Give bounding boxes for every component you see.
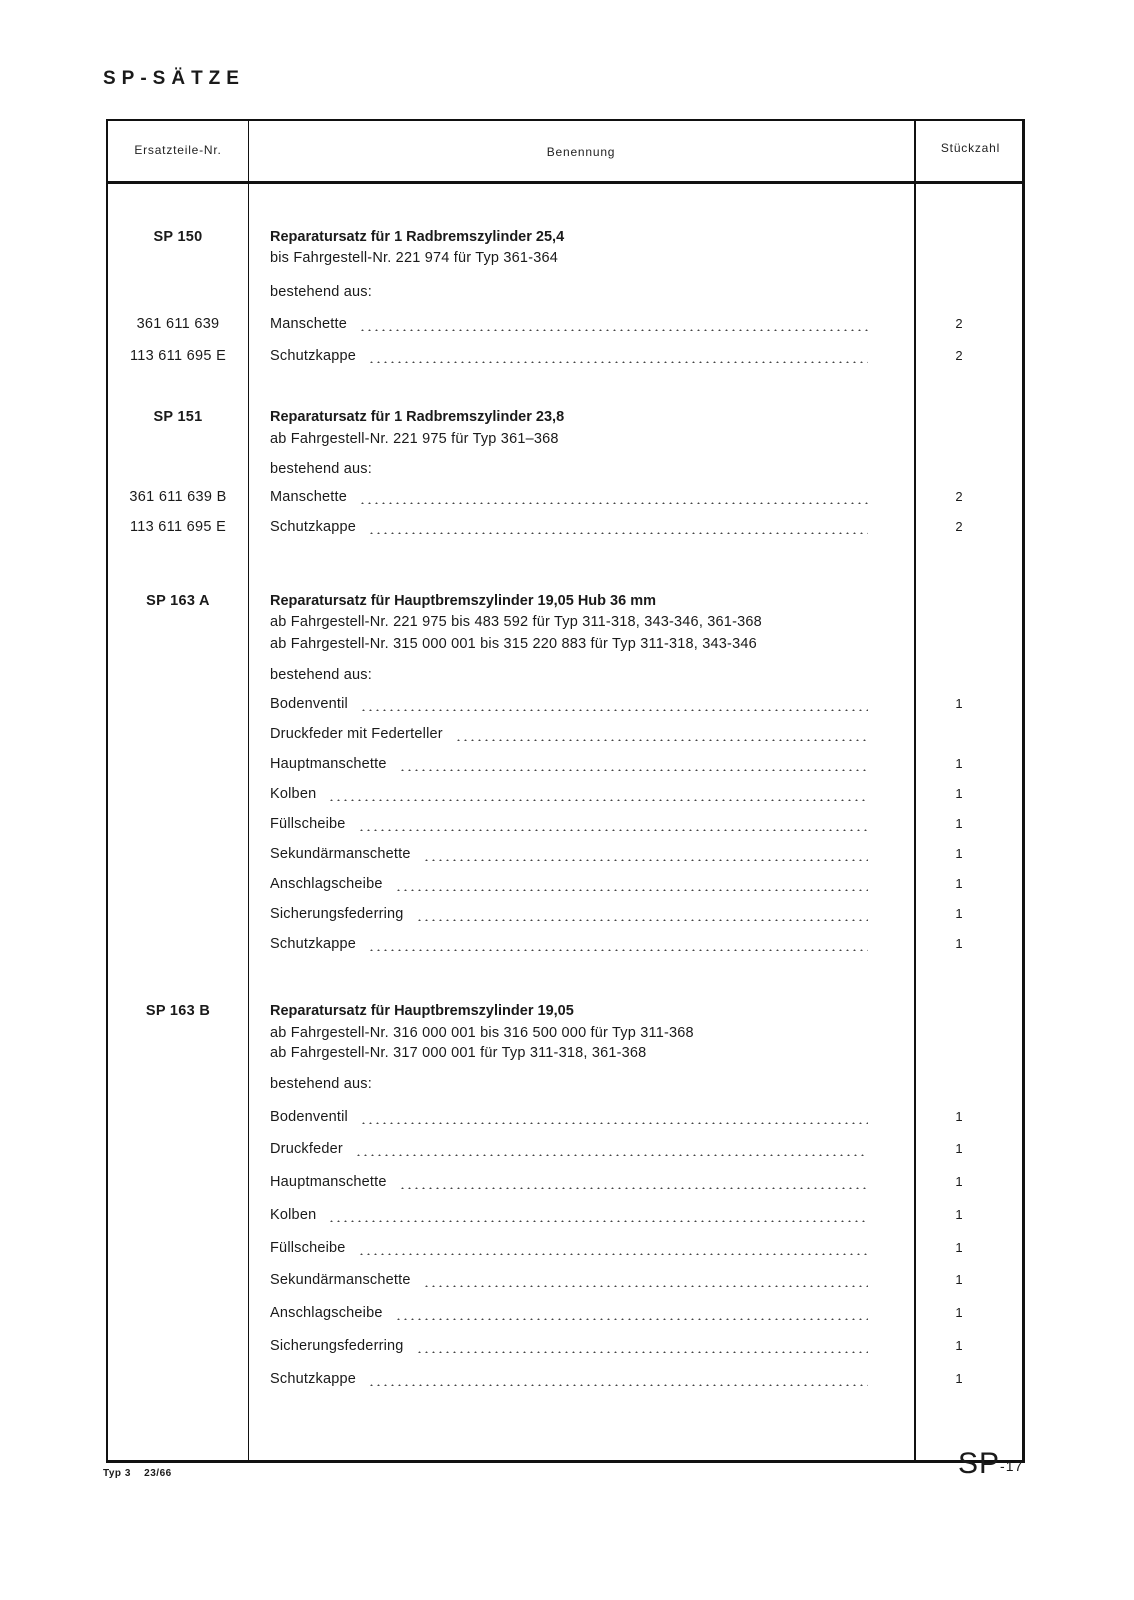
part-name: Manschette bbox=[270, 487, 868, 507]
quantity: 1 bbox=[955, 1338, 963, 1353]
leader-dots bbox=[423, 1285, 868, 1287]
leader-dots bbox=[360, 709, 868, 711]
quantity: 1 bbox=[955, 1272, 963, 1287]
quantity: 2 bbox=[955, 348, 963, 363]
consisting-label: bestehend aus: bbox=[270, 284, 372, 300]
quantity: 1 bbox=[955, 1109, 963, 1124]
quantity: 1 bbox=[955, 816, 963, 831]
leader-dots bbox=[368, 1384, 868, 1386]
quantity: 1 bbox=[955, 936, 963, 951]
part-name: Schutzkappe bbox=[270, 934, 868, 954]
set-code: SP 163 B bbox=[145, 1003, 211, 1019]
set-range: ab Fahrgestell-Nr. 317 000 001 für Typ 311-318, 361-368 bbox=[270, 1045, 647, 1061]
set-title-row bbox=[108, 407, 1022, 427]
leader-dots bbox=[368, 532, 868, 534]
part-name: Anschlagscheibe bbox=[270, 874, 868, 894]
consisting-row bbox=[108, 665, 1022, 685]
set-title-row bbox=[108, 1001, 1022, 1021]
table-row bbox=[108, 814, 1022, 834]
consisting-row bbox=[108, 1074, 1022, 1094]
column-header-qty: Stückzahl bbox=[940, 141, 1001, 155]
table-row bbox=[108, 346, 1022, 366]
table-row bbox=[108, 517, 1022, 537]
set-title: Reparatursatz für 1 Radbremszylinder 25,4 bbox=[270, 229, 565, 245]
leader-dots bbox=[455, 739, 868, 741]
part-name: Schutzkappe bbox=[270, 346, 868, 366]
part-name: Hauptmanschette bbox=[270, 754, 868, 774]
leader-dots bbox=[355, 1154, 868, 1156]
set-range-row bbox=[108, 612, 1022, 632]
set-range: bis Fahrgestell-Nr. 221 974 für Typ 361-364 bbox=[270, 250, 559, 266]
page-prefix: SP bbox=[958, 1447, 1001, 1480]
part-name: Manschette bbox=[270, 314, 868, 334]
set-code: SP 151 bbox=[153, 409, 203, 425]
quantity: 2 bbox=[955, 316, 963, 331]
quantity: 1 bbox=[955, 1240, 963, 1255]
leader-dots bbox=[395, 889, 868, 891]
table-row bbox=[108, 844, 1022, 864]
set-range: ab Fahrgestell-Nr. 221 975 bis 483 592 für Typ 311-318, 343-346, 361-368 bbox=[270, 614, 762, 630]
quantity: 2 bbox=[955, 489, 963, 504]
footer-type: Typ 3 bbox=[103, 1468, 131, 1479]
part-name: Schutzkappe bbox=[270, 517, 868, 537]
table-row bbox=[108, 694, 1022, 714]
quantity: 1 bbox=[955, 1305, 963, 1320]
leader-dots bbox=[416, 919, 868, 921]
quantity: 1 bbox=[955, 696, 963, 711]
table-row bbox=[108, 314, 1022, 334]
part-name: Hauptmanschette bbox=[270, 1172, 868, 1192]
quantity: 1 bbox=[955, 1207, 963, 1222]
page-number bbox=[958, 1447, 1023, 1481]
table-row bbox=[108, 1303, 1022, 1323]
part-name: Schutzkappe bbox=[270, 1369, 868, 1389]
parts-table bbox=[106, 119, 1025, 1463]
set-code: SP 163 A bbox=[146, 593, 210, 609]
table-row bbox=[108, 1172, 1022, 1192]
table-row bbox=[108, 487, 1022, 507]
part-name: Sekundärmanschette bbox=[270, 1270, 868, 1290]
leader-dots bbox=[423, 859, 868, 861]
quantity: 2 bbox=[955, 519, 963, 534]
part-name: Sicherungsfederring bbox=[270, 1336, 868, 1356]
leader-dots bbox=[368, 361, 868, 363]
set-title-row bbox=[108, 227, 1022, 247]
part-name: Sicherungsfederring bbox=[270, 904, 868, 924]
consisting-row bbox=[108, 282, 1022, 302]
leader-dots bbox=[399, 769, 868, 771]
part-name: Kolben bbox=[270, 1205, 868, 1225]
part-name: Anschlagscheibe bbox=[270, 1303, 868, 1323]
part-name: Druckfeder mit Federteller bbox=[270, 724, 868, 744]
table-row bbox=[108, 754, 1022, 774]
part-name: Füllscheibe bbox=[270, 1238, 868, 1258]
quantity: 1 bbox=[955, 1371, 963, 1386]
header-divider bbox=[108, 181, 1022, 184]
table-row bbox=[108, 724, 1022, 744]
quantity: 1 bbox=[955, 756, 963, 771]
leader-dots bbox=[399, 1187, 868, 1189]
part-name: Sekundärmanschette bbox=[270, 844, 868, 864]
table-row bbox=[108, 934, 1022, 954]
leader-dots bbox=[328, 1220, 868, 1222]
part-name: Kolben bbox=[270, 784, 868, 804]
table-row bbox=[108, 1270, 1022, 1290]
part-number: 113 611 695 E bbox=[129, 348, 227, 364]
leader-dots bbox=[328, 799, 868, 801]
part-name: Bodenventil bbox=[270, 1107, 868, 1127]
set-range-row bbox=[108, 1043, 1022, 1063]
page-heading: SP-SÄTZE bbox=[103, 68, 245, 89]
set-title-row bbox=[108, 591, 1022, 611]
set-title: Reparatursatz für Hauptbremszylinder 19,05 bbox=[270, 1003, 574, 1019]
consisting-row bbox=[108, 459, 1022, 479]
quantity: 1 bbox=[955, 876, 963, 891]
table-row bbox=[108, 904, 1022, 924]
part-number: 361 611 639 bbox=[136, 316, 220, 332]
leader-dots bbox=[359, 502, 868, 504]
consisting-label: bestehend aus: bbox=[270, 1076, 372, 1092]
quantity: 1 bbox=[955, 846, 963, 861]
leader-dots bbox=[360, 1122, 868, 1124]
part-number: 113 611 695 E bbox=[129, 519, 227, 535]
set-range-row bbox=[108, 429, 1022, 449]
set-code: SP 150 bbox=[153, 229, 203, 245]
table-row bbox=[108, 874, 1022, 894]
consisting-label: bestehend aus: bbox=[270, 461, 372, 477]
set-range-row bbox=[108, 634, 1022, 654]
quantity: 1 bbox=[955, 1141, 963, 1156]
table-row bbox=[108, 1205, 1022, 1225]
part-name: Füllscheibe bbox=[270, 814, 868, 834]
leader-dots bbox=[416, 1351, 868, 1353]
table-row bbox=[108, 784, 1022, 804]
quantity: 1 bbox=[955, 906, 963, 921]
quantity: 1 bbox=[955, 786, 963, 801]
table-row bbox=[108, 1238, 1022, 1258]
set-range: ab Fahrgestell-Nr. 221 975 für Typ 361–368 bbox=[270, 431, 559, 447]
consisting-label: bestehend aus: bbox=[270, 667, 372, 683]
leader-dots bbox=[358, 829, 868, 831]
quantity: 1 bbox=[955, 1174, 963, 1189]
part-name: Druckfeder bbox=[270, 1139, 868, 1159]
page-suffix: -17 bbox=[1000, 1458, 1024, 1474]
set-range: ab Fahrgestell-Nr. 315 000 001 bis 315 220 883 für Typ 311-318, 343-346 bbox=[270, 636, 757, 652]
set-range-row bbox=[108, 248, 1022, 268]
set-range-row bbox=[108, 1023, 1022, 1043]
table-row bbox=[108, 1107, 1022, 1127]
table-row bbox=[108, 1336, 1022, 1356]
part-number: 361 611 639 B bbox=[129, 489, 227, 505]
footer-edition bbox=[103, 1468, 182, 1479]
leader-dots bbox=[358, 1253, 868, 1255]
column-header-name: Benennung bbox=[546, 145, 616, 159]
leader-dots bbox=[395, 1318, 868, 1320]
footer-edition-code: 23/66 bbox=[144, 1468, 172, 1479]
set-range: ab Fahrgestell-Nr. 316 000 001 bis 316 500 000 für Typ 311-368 bbox=[270, 1025, 694, 1041]
table-row bbox=[108, 1139, 1022, 1159]
part-name: Bodenventil bbox=[270, 694, 868, 714]
column-header-part-no: Ersatzteile-Nr. bbox=[134, 143, 222, 157]
leader-dots bbox=[359, 329, 868, 331]
set-title: Reparatursatz für Hauptbremszylinder 19,05 Hub 36 mm bbox=[270, 593, 656, 609]
table-row bbox=[108, 1369, 1022, 1389]
set-title: Reparatursatz für 1 Radbremszylinder 23,8 bbox=[270, 409, 565, 425]
leader-dots bbox=[368, 949, 868, 951]
